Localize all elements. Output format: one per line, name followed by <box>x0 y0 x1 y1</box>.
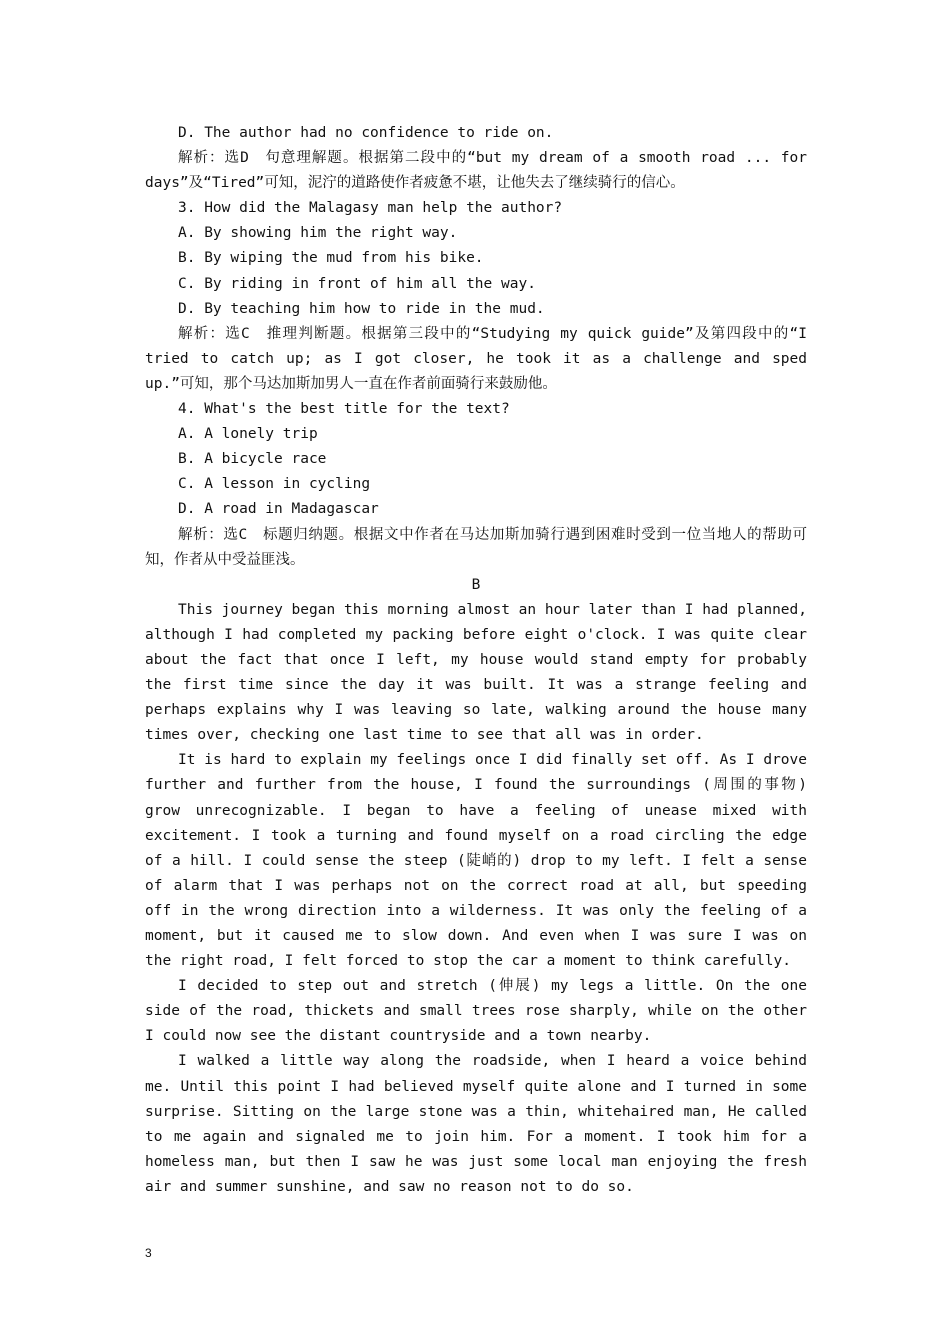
question-3-option-b: B. By wiping the mud from his bike. <box>178 250 484 267</box>
question-4-option-b: B. A bicycle race <box>178 451 327 468</box>
passage-paragraph-1: This journey began this morning almost an hour later than I had planned, although I had completed my packing before eight o'clock. I was quite clear about the fact that once I left, my house would stand empty for probably the first time since the day it was built. It was a strange feeling and perhaps explains why I was leaving so late, walking around the house many times over, checking one last time to see that all was in order. <box>145 601 807 744</box>
question-4-stem: 4. What's the best title for the text? <box>178 401 510 418</box>
document-page <box>145 121 807 1200</box>
question-4-analysis: 解析：选C 标题归纳题。根据文中作者在马达加斯加骑行遇到困难时受到一位当地人的帮助可知，作者从中受益匪浅。 <box>145 526 807 568</box>
page-number: 3 <box>145 1246 152 1260</box>
question-2-analysis: 解析：选D 句意理解题。根据第二段中的“but my dream of a smooth road ... for days”及“Tired”可知，泥泞的道路使作者疲惫不堪，让他失去了继续骑行的信心。 <box>145 150 807 192</box>
question-4-option-d: D. A road in Madagascar <box>178 501 379 518</box>
question-3-analysis: 解析：选C 推理判断题。根据第三段中的“Studying my quick guide”及第四段中的“I tried to catch up; as I got closer, he took it as a challenge and sped up.”可知，那个马达加斯加男人一直在作者前面骑行来鼓励他。 <box>145 325 807 392</box>
question-2-option-d: D. The author had no confidence to ride on. <box>178 125 554 141</box>
passage-paragraph-3: I decided to step out and stretch (伸展) my legs a little. On the one side of the road, thickets and small trees rose sharply, while on the other I could now see the distant countryside and a town nearby. <box>145 978 807 1045</box>
question-3-stem: 3. How did the Malagasy man help the author? <box>178 200 563 217</box>
section-heading: B <box>471 576 481 593</box>
question-3-option-a: A. By showing him the right way. <box>178 225 458 242</box>
question-3-option-c: C. By riding in front of him all the way. <box>178 275 536 292</box>
question-4-option-c: C. A lesson in cycling <box>178 476 371 493</box>
passage-paragraph-4: I walked a little way along the roadside, when I heard a voice behind me. Until this point I had believed myself quite alone and I turned in some surprise. Sitting on the large stone was a thin, whitehaired man, He called to me again and signaled me to join him. For a moment. I took him for a homeless man, but then I saw he was just some local man enjoying the fresh air and summer sunshine, and saw no reason not to do so. <box>145 1053 807 1195</box>
question-4-option-a: A. A lonely trip <box>178 426 318 443</box>
question-3-option-d: D. By teaching him how to ride in the mud. <box>178 300 545 317</box>
passage-paragraph-2: It is hard to explain my feelings once I did finally set off. As I drove further and further from the house, I found the surroundings (周围的事物) grow unrecognizable. I began to have a feeling of unease mixed with excitement. I took a turning and found myself on a road circling the edge of a hill. I could sense the steep (陡峭的) drop to my left. I felt a sense of alarm that I was perhaps not on the correct road at all, but speeding off in the wrong direction into a wilderness. It was only the feeling of a moment, but it caused me to slow down. And even when I was sure I was on the right road, I felt forced to stop the car a moment to think carefully. <box>145 752 807 970</box>
